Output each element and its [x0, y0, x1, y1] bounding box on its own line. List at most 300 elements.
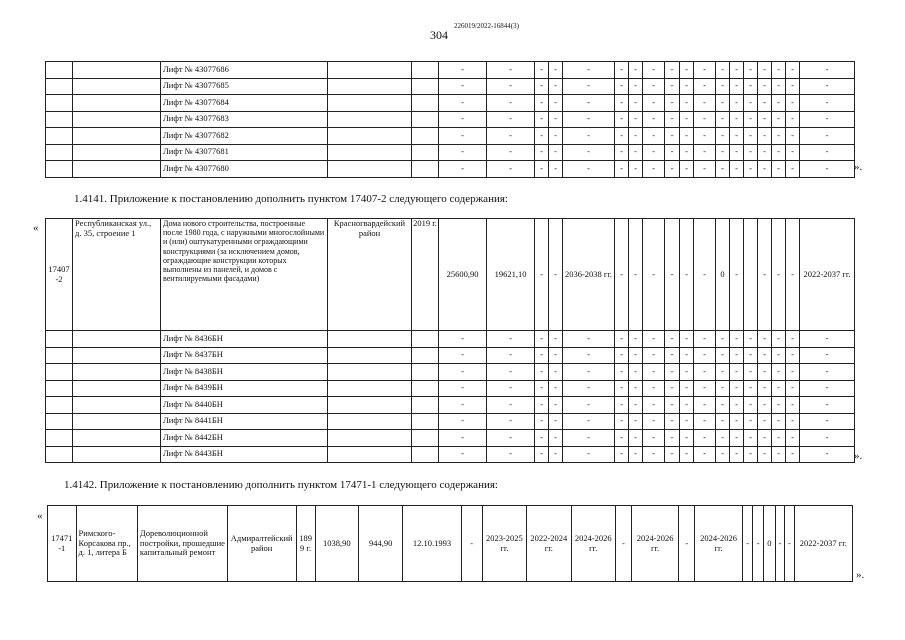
cell-dash: - — [643, 161, 665, 178]
lift-name: Лифт № 8442БН — [161, 430, 328, 447]
cell-dash: - — [800, 347, 855, 364]
cell-dash: - — [439, 397, 487, 414]
cell-dash: - — [758, 144, 772, 161]
cell-dash: - — [535, 331, 549, 348]
cell-dash: - — [615, 78, 629, 95]
cell-empty — [412, 430, 439, 447]
cell-dash: - — [786, 364, 800, 381]
lift-row — [46, 111, 855, 128]
cell-dash: - — [439, 347, 487, 364]
cell-dash: - — [643, 446, 665, 463]
cell-dash: - — [615, 161, 629, 178]
construction-year: 2019 г. — [412, 219, 439, 331]
cell-empty — [412, 62, 439, 79]
cell-dash: - — [786, 128, 800, 145]
cell-dash: - — [772, 219, 786, 331]
cell-dash: - — [615, 380, 629, 397]
final-period: 2022-2037 гг. — [794, 506, 852, 582]
cell-dash: - — [549, 331, 563, 348]
cell-empty — [412, 364, 439, 381]
cell-dash: - — [758, 413, 772, 430]
period-1: 2023-2025 гг. — [482, 506, 526, 582]
cell-dash: - — [549, 161, 563, 178]
cell-dash: - — [439, 446, 487, 463]
cell-dash: - — [563, 62, 615, 79]
cell-dash: - — [535, 397, 549, 414]
cell-dash: - — [629, 380, 643, 397]
cell-dash: - — [730, 161, 744, 178]
cell-empty — [328, 397, 412, 414]
cell-dash: - — [786, 62, 800, 79]
cell-dash: - — [487, 413, 535, 430]
cell-dash: - — [487, 331, 535, 348]
closing-quote: ». — [856, 569, 865, 581]
cell-empty — [328, 347, 412, 364]
living-area: 944,90 — [358, 506, 402, 582]
cell-empty — [46, 95, 73, 112]
cell-dash: - — [694, 413, 716, 430]
cell-dash: - — [439, 62, 487, 79]
lift-row — [46, 347, 855, 364]
cell-dash: - — [730, 430, 744, 447]
cell-dash: - — [439, 364, 487, 381]
cell-dash: - — [615, 397, 629, 414]
cell-dash: - — [549, 446, 563, 463]
cell-dash: - — [758, 430, 772, 447]
district: Красногвардейский район — [328, 219, 412, 331]
cell-dash: - — [680, 413, 694, 430]
cell-empty — [46, 413, 73, 430]
cell-empty — [46, 430, 73, 447]
cell-empty — [46, 347, 73, 364]
cell-dash: - — [439, 128, 487, 145]
cell-dash: - — [535, 144, 549, 161]
cell-dash: - — [615, 446, 629, 463]
cell-dash: - — [730, 144, 744, 161]
cell-dash: - — [730, 364, 744, 381]
cell-empty — [412, 161, 439, 178]
cell-dash: - — [694, 430, 716, 447]
lift-row — [46, 144, 855, 161]
cell-dash: - — [535, 62, 549, 79]
cell-empty — [328, 331, 412, 348]
cell-dash: - — [694, 111, 716, 128]
cell-dash: - — [629, 219, 643, 331]
cell-dash: - — [487, 95, 535, 112]
cell-dash: - — [643, 331, 665, 348]
cell-dash: - — [716, 111, 730, 128]
cell-dash: - — [563, 95, 615, 112]
cell-empty — [328, 161, 412, 178]
document-number: 226019/2022-16844(3) — [454, 22, 519, 30]
cell-dash: - — [742, 506, 753, 582]
lift-row — [46, 446, 855, 463]
cell-dash: - — [772, 95, 786, 112]
cell-dash: - — [643, 62, 665, 79]
cell-dash: - — [665, 62, 680, 79]
cell-dash: - — [772, 144, 786, 161]
cell-dash: - — [563, 446, 615, 463]
cell-dash: - — [680, 331, 694, 348]
cell-empty — [46, 364, 73, 381]
cell-dash: - — [694, 219, 716, 331]
lift-table-continuation — [45, 61, 855, 178]
cell-dash: - — [563, 380, 615, 397]
cell-dash: - — [772, 331, 786, 348]
cell-dash: - — [772, 347, 786, 364]
cell-dash: - — [563, 430, 615, 447]
cell-dash: - — [758, 111, 772, 128]
cell-dash: - — [679, 506, 695, 582]
lift-row — [46, 161, 855, 178]
paragraph-1-4141: 1.4141. Приложение к постановлению дополнить пунктом 17407-2 следующего содержания: — [74, 193, 508, 205]
cell-dash: - — [772, 62, 786, 79]
cell-empty — [46, 128, 73, 145]
cell-dash: - — [487, 161, 535, 178]
cell-dash: - — [665, 331, 680, 348]
cell-dash: - — [694, 380, 716, 397]
period-4: 2024-2026 гг. — [631, 506, 679, 582]
cell-dash: - — [786, 78, 800, 95]
cell-dash: - — [716, 62, 730, 79]
cell-dash: - — [758, 128, 772, 145]
cell-empty — [328, 111, 412, 128]
cell-dash: - — [535, 446, 549, 463]
cell-dash: - — [744, 413, 758, 430]
cell-dash: - — [694, 331, 716, 348]
cell-dash: - — [629, 347, 643, 364]
lift-name: Лифт № 8441БН — [161, 413, 328, 430]
cell-dash: - — [535, 380, 549, 397]
building-description: Дома нового строительства, построенные после 1980 года, с наружными многослойными и (или) оштукатуренными ограждающими конструкциями (за исключением домов, ограждающие конструкции которых выполнены из панелей, и домов с вентилируемыми фасадами) — [161, 219, 328, 331]
cell-empty — [73, 413, 161, 430]
cell-dash: - — [535, 413, 549, 430]
cell-empty — [46, 62, 73, 79]
cell-empty — [412, 413, 439, 430]
cell-dash: - — [549, 62, 563, 79]
living-area: 19621,10 — [487, 219, 535, 331]
cell-dash: - — [535, 364, 549, 381]
cell-dash: - — [680, 161, 694, 178]
cell-empty — [73, 347, 161, 364]
cell-dash: - — [694, 364, 716, 381]
cell-dash: - — [772, 161, 786, 178]
cell-dash: - — [786, 144, 800, 161]
cell-dash: - — [629, 62, 643, 79]
cell-dash: - — [786, 331, 800, 348]
cell-dash: - — [563, 128, 615, 145]
cell-dash: - — [665, 128, 680, 145]
cell-dash: - — [758, 331, 772, 348]
date: 12.10.1993 — [403, 506, 461, 582]
building-17471-1-table — [47, 505, 853, 582]
cell-dash: - — [744, 446, 758, 463]
cell-dash: - — [680, 144, 694, 161]
cell-dash: - — [716, 364, 730, 381]
cell-dash: - — [487, 397, 535, 414]
cell-dash: - — [629, 161, 643, 178]
cell-empty — [73, 144, 161, 161]
cell-dash: - — [800, 95, 855, 112]
cell-dash: - — [487, 62, 535, 79]
cell-dash: - — [563, 144, 615, 161]
cell-dash: - — [800, 78, 855, 95]
cell-empty — [73, 161, 161, 178]
cell-dash: - — [772, 364, 786, 381]
cell-dash: - — [694, 161, 716, 178]
cell-dash: - — [694, 95, 716, 112]
cell-dash: - — [665, 219, 680, 331]
cell-empty — [46, 331, 73, 348]
cell-dash: - — [786, 397, 800, 414]
cell-dash: - — [535, 219, 549, 331]
cell-dash: - — [730, 347, 744, 364]
lift-name: Лифт № 43077682 — [161, 128, 328, 145]
cell-empty — [412, 78, 439, 95]
cell-dash: - — [800, 331, 855, 348]
lift-row — [46, 364, 855, 381]
cell-dash: - — [772, 397, 786, 414]
cell-dash: - — [744, 380, 758, 397]
item-number: 17471 -1 — [48, 506, 77, 582]
cell-dash: - — [643, 144, 665, 161]
cell-empty — [412, 380, 439, 397]
cell-dash: - — [665, 78, 680, 95]
cell-dash: - — [629, 144, 643, 161]
cell-dash: - — [744, 111, 758, 128]
cell-dash: - — [744, 364, 758, 381]
cell-dash: - — [744, 62, 758, 79]
cell-dash: - — [744, 128, 758, 145]
lift-row — [46, 380, 855, 397]
cell-dash: - — [716, 430, 730, 447]
opening-quote: « — [33, 222, 39, 234]
district: Адмиралтейский район — [227, 506, 296, 582]
cell-dash: - — [772, 430, 786, 447]
cell-dash: - — [629, 364, 643, 381]
cell-dash: - — [758, 397, 772, 414]
closing-quote: ». — [854, 450, 863, 462]
cell-dash: - — [758, 347, 772, 364]
cell-dash: - — [643, 219, 665, 331]
cell-dash: - — [535, 95, 549, 112]
cell-dash: - — [439, 413, 487, 430]
cell-dash: - — [800, 128, 855, 145]
cell-dash: - — [439, 380, 487, 397]
cell-dash: - — [643, 95, 665, 112]
cell-dash: - — [563, 397, 615, 414]
cell-dash: - — [549, 347, 563, 364]
cell-dash: - — [772, 446, 786, 463]
cell-dash: - — [800, 161, 855, 178]
cell-dash: - — [772, 380, 786, 397]
cell-dash: - — [563, 111, 615, 128]
cell-dash: - — [487, 430, 535, 447]
cell-dash: - — [487, 446, 535, 463]
cell-dash: - — [665, 144, 680, 161]
cell-dash: - — [800, 380, 855, 397]
table-row — [46, 219, 855, 331]
cell-dash: - — [665, 364, 680, 381]
cell-dash: - — [680, 78, 694, 95]
cell-dash: - — [744, 161, 758, 178]
cell-empty — [328, 95, 412, 112]
cell-empty — [73, 397, 161, 414]
cell-dash: - — [694, 62, 716, 79]
cell-dash: - — [716, 128, 730, 145]
cell-dash: - — [785, 506, 795, 582]
cell-dash: - — [800, 364, 855, 381]
cell-dash: - — [629, 413, 643, 430]
lift-name: Лифт № 43077683 — [161, 111, 328, 128]
cell-dash: - — [615, 144, 629, 161]
cell-empty — [73, 380, 161, 397]
cell-dash: - — [744, 430, 758, 447]
cell-dash: - — [615, 413, 629, 430]
cell-empty — [328, 62, 412, 79]
cell-dash: - — [629, 430, 643, 447]
cell-dash: - — [744, 95, 758, 112]
lift-row — [46, 430, 855, 447]
period-2: 2022-2024 гг. — [527, 506, 571, 582]
cell-dash: - — [615, 62, 629, 79]
cell-empty — [412, 95, 439, 112]
cell-dash: - — [772, 78, 786, 95]
cell-dash: - — [716, 347, 730, 364]
cell-dash: - — [716, 78, 730, 95]
cell-dash: - — [730, 397, 744, 414]
cell-dash: - — [694, 78, 716, 95]
cell-dash: - — [786, 413, 800, 430]
cell-dash: - — [730, 219, 744, 331]
cell-dash: - — [549, 397, 563, 414]
address: Республиканская ул., д. 35, строение 1 — [73, 219, 161, 331]
cell-dash: - — [487, 144, 535, 161]
cell-dash: - — [680, 380, 694, 397]
cell-dash: - — [615, 219, 629, 331]
lift-name: Лифт № 43077680 — [161, 161, 328, 178]
cell-dash: - — [730, 111, 744, 128]
cell-empty — [328, 380, 412, 397]
cell-empty — [73, 95, 161, 112]
cell-empty — [73, 430, 161, 447]
repair-period: 2036-2038 гг. — [563, 219, 615, 331]
lift-name: Лифт № 8439БН — [161, 380, 328, 397]
cell-dash: - — [665, 380, 680, 397]
cell-dash: - — [730, 95, 744, 112]
address: Римского-Корсакова пр., д. 1, литера Б — [76, 506, 137, 582]
cell-dash: - — [680, 128, 694, 145]
cell-dash: - — [643, 397, 665, 414]
cell-dash: - — [716, 413, 730, 430]
cell-dash: - — [716, 397, 730, 414]
building-17407-2-table — [45, 218, 855, 463]
cell-dash: - — [730, 331, 744, 348]
cell-dash: - — [487, 78, 535, 95]
paragraph-1-4142: 1.4142. Приложение к постановлению дополнить пунктом 17471-1 следующего содержания: — [64, 479, 498, 491]
cell-dash: - — [786, 347, 800, 364]
cell-empty — [744, 219, 758, 331]
cell-dash: - — [643, 380, 665, 397]
cell-dash: - — [753, 506, 764, 582]
lift-row — [46, 413, 855, 430]
cell-dash: - — [786, 380, 800, 397]
closing-quote: ». — [854, 161, 863, 173]
cell-empty — [328, 446, 412, 463]
cell-dash: - — [615, 506, 631, 582]
cell-empty — [73, 446, 161, 463]
cell-dash: - — [800, 111, 855, 128]
lift-row — [46, 78, 855, 95]
cell-dash: - — [643, 430, 665, 447]
cell-empty — [73, 111, 161, 128]
cell-dash: - — [487, 380, 535, 397]
cell-dash: - — [535, 430, 549, 447]
cell-empty — [328, 144, 412, 161]
cell-dash: - — [665, 446, 680, 463]
cell-empty — [412, 111, 439, 128]
cell-dash: - — [563, 347, 615, 364]
lift-name: Лифт № 43077681 — [161, 144, 328, 161]
lift-name: Лифт № 43077686 — [161, 62, 328, 79]
lift-row — [46, 397, 855, 414]
cell-empty — [46, 380, 73, 397]
cell-dash: - — [758, 161, 772, 178]
cell-dash: - — [439, 111, 487, 128]
cell-dash: - — [758, 78, 772, 95]
cell-dash: - — [800, 144, 855, 161]
lift-name: Лифт № 8440БН — [161, 397, 328, 414]
cell-dash: - — [643, 128, 665, 145]
cell-dash: - — [758, 62, 772, 79]
cell-dash: - — [694, 128, 716, 145]
cell-dash: - — [629, 78, 643, 95]
cell-dash: - — [744, 331, 758, 348]
cell-dash: - — [535, 111, 549, 128]
cell-dash: - — [615, 364, 629, 381]
cell-dash: - — [629, 128, 643, 145]
cell-dash: - — [716, 380, 730, 397]
cell-dash: - — [549, 95, 563, 112]
cell-empty — [73, 128, 161, 145]
cell-dash: - — [744, 78, 758, 95]
cell-empty — [46, 111, 73, 128]
cell-dash: - — [800, 397, 855, 414]
lift-name: Лифт № 43077685 — [161, 78, 328, 95]
cell-dash: - — [563, 78, 615, 95]
cell-dash: - — [549, 380, 563, 397]
cell-dash: - — [716, 446, 730, 463]
cell-dash: - — [665, 430, 680, 447]
total-area: 1038,90 — [315, 506, 358, 582]
cell-dash: - — [439, 430, 487, 447]
cell-dash: - — [758, 446, 772, 463]
cell-dash: - — [730, 128, 744, 145]
cell-dash: - — [549, 219, 563, 331]
cell-dash: - — [758, 219, 772, 331]
cell-empty — [46, 144, 73, 161]
cell-dash: - — [680, 219, 694, 331]
cell-dash: - — [680, 397, 694, 414]
cell-empty — [412, 397, 439, 414]
lift-name: Лифт № 8436БН — [161, 331, 328, 348]
cell-empty — [328, 128, 412, 145]
cell-dash: - — [800, 413, 855, 430]
cell-dash: - — [665, 347, 680, 364]
cell-zero: 0 — [716, 219, 730, 331]
cell-empty — [328, 364, 412, 381]
cell-dash: - — [643, 78, 665, 95]
